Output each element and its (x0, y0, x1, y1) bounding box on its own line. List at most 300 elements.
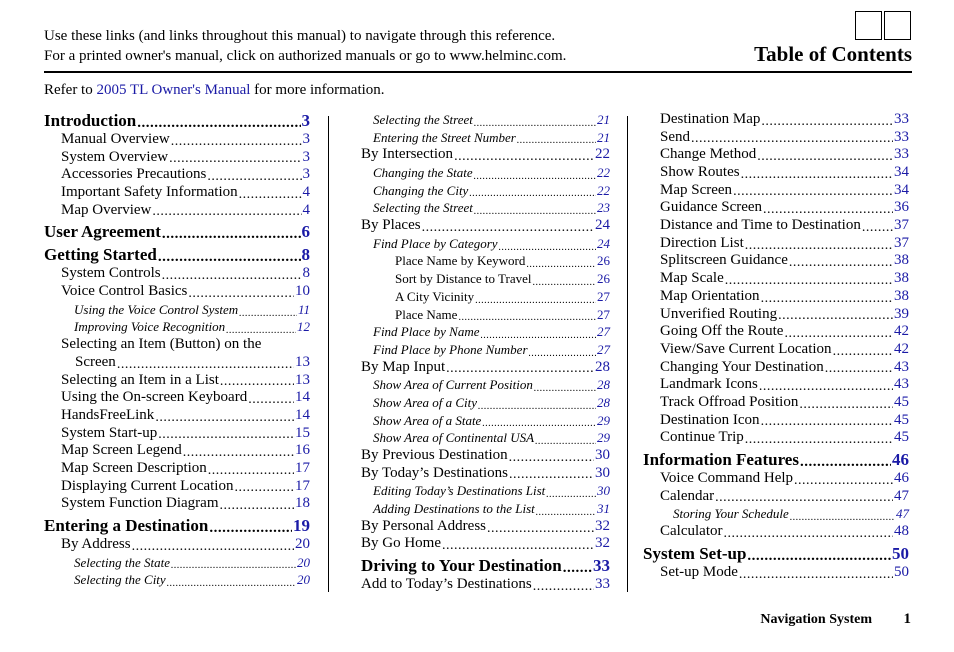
toc-entry-label: Map Screen Description (61, 459, 207, 476)
toc-entry-label: Place Name by Keyword (395, 253, 526, 269)
toc-page-link[interactable]: 43 (894, 376, 909, 393)
column-divider-1 (328, 116, 329, 592)
toc-entry-label: HandsFreeLink (61, 406, 155, 423)
toc-entry-section[interactable] (44, 516, 310, 536)
toc-page-link[interactable]: 3 (301, 111, 310, 130)
toc-entry-label: By Map Input (361, 358, 446, 375)
toc-entry-cont[interactable] (44, 354, 310, 372)
toc-entry-label: System Overview (61, 148, 169, 165)
toc-page-link[interactable]: 27 (597, 306, 610, 322)
toc-entry-label: Selecting the Street (373, 200, 473, 216)
dot-leader (499, 243, 596, 253)
toc-entry-sub[interactable] (44, 301, 310, 319)
dot-leader (171, 135, 302, 149)
dot-leader (509, 451, 594, 465)
toc-entry-label: Find Place by Phone Number (373, 341, 528, 357)
toc-entry-item[interactable] (44, 442, 310, 460)
dot-leader (759, 380, 893, 394)
toc-entry-label: Add to Today’s Destinations (361, 576, 532, 593)
toc-entry-section[interactable] (44, 111, 310, 131)
toc-entry-sub[interactable] (361, 235, 610, 253)
toc-page-link[interactable]: 3 (302, 130, 310, 147)
toc-entry-label: Map Orientation (660, 287, 760, 304)
page-number: 1 (903, 611, 911, 627)
toc-entry-item[interactable] (643, 359, 909, 377)
toc-entry-label: Information Features (643, 450, 799, 470)
toc-page-link[interactable]: 21 (597, 129, 610, 145)
toc-entry-label: Selecting an Item in a List (61, 371, 219, 388)
toc-entry-item[interactable] (643, 394, 909, 412)
dot-leader (454, 150, 594, 164)
toc-entry-section[interactable] (643, 450, 909, 470)
toc-page-link[interactable]: 29 (597, 430, 610, 446)
toc-page-link[interactable]: 42 (894, 340, 909, 357)
dot-leader (535, 437, 596, 447)
toc-page-link[interactable]: 11 (297, 301, 310, 317)
toc-page-link[interactable]: 38 (894, 252, 909, 269)
toc-page-link[interactable]: 30 (595, 447, 610, 464)
toc-entry-item[interactable] (44, 202, 310, 220)
toc-entry-item[interactable] (44, 372, 310, 390)
dot-leader (209, 521, 292, 536)
toc-entry-sub[interactable] (361, 199, 610, 217)
toc-entry-item[interactable] (361, 518, 610, 536)
dot-leader (723, 527, 893, 541)
dot-leader (162, 227, 301, 242)
toc-entry-label: Selecting the Street (373, 111, 473, 127)
toc-page-link[interactable]: 26 (597, 253, 610, 269)
toc-page-link[interactable]: 31 (597, 501, 610, 517)
toc-page-link[interactable]: 38 (894, 287, 909, 304)
dot-leader (825, 362, 893, 376)
toc-page-link[interactable]: 4 (302, 184, 310, 201)
toc-page-link[interactable]: 37 (894, 217, 909, 234)
toc-entry-label: Improving Voice Recognition (74, 319, 226, 335)
next-page-button[interactable] (884, 11, 911, 40)
toc-page-link[interactable]: 33 (894, 110, 909, 127)
toc-entry-label: System Start-up (61, 424, 158, 441)
toc-entry-sub[interactable] (361, 429, 610, 447)
dot-leader (239, 309, 297, 319)
toc-entry-section[interactable] (44, 222, 310, 242)
dot-leader (546, 490, 596, 500)
toc-page-link[interactable]: 45 (894, 429, 909, 446)
toc-page-link[interactable]: 27 (597, 341, 610, 357)
toc-entry-sub[interactable] (361, 341, 610, 359)
previous-page-button[interactable] (855, 11, 882, 40)
toc-entry-subsub[interactable] (361, 306, 610, 324)
dot-leader (526, 260, 596, 270)
toc-page-link[interactable]: 10 (295, 283, 310, 300)
toc-entry-label: Introduction (44, 111, 137, 130)
toc-entry-label: By Address (61, 536, 131, 553)
toc-page-link[interactable]: 34 (894, 181, 909, 198)
toc-page-link[interactable]: 29 (597, 412, 610, 428)
toc-entry-label: System Set-up (643, 543, 747, 563)
toc-entry-item[interactable] (44, 166, 310, 184)
toc-entry-sub[interactable] (44, 319, 310, 337)
toc-entry-item[interactable] (44, 425, 310, 443)
toc-page-link[interactable]: 3 (302, 148, 310, 165)
toc-page-link[interactable]: 19 (293, 516, 310, 536)
toc-entry-label: Continue Trip (660, 429, 744, 446)
dot-leader (733, 185, 893, 199)
toc-entry-label: By Intersection (361, 146, 454, 163)
toc-entry-item[interactable] (643, 470, 909, 488)
toc-entry-label: Sort by Distance to Travel (395, 271, 532, 287)
refer-prefix: Refer to (44, 82, 97, 98)
toc-entry-item[interactable] (643, 288, 909, 306)
toc-entry-subsub[interactable] (361, 288, 610, 306)
dot-leader (239, 188, 302, 202)
toc-entry-item[interactable] (44, 184, 310, 202)
toc-entry-sub[interactable] (361, 394, 610, 412)
page-title: Table of Contents (754, 42, 912, 66)
toc-entry-sub[interactable] (361, 376, 610, 394)
toc-entry-item[interactable] (643, 523, 909, 541)
refer-line (44, 82, 385, 99)
toc-entry-item[interactable] (643, 341, 909, 359)
toc-entry-label: Calendar (660, 487, 715, 504)
toc-page-link[interactable]: 24 (597, 235, 610, 251)
toc-page-link[interactable]: 27 (597, 324, 610, 340)
toc-entry-label: User Agreement (44, 222, 161, 242)
toc-entry-item[interactable] (361, 359, 610, 377)
toc-entry-label: Show Area of a City (373, 394, 477, 410)
dot-leader (474, 172, 596, 182)
toc-column-3 (643, 111, 909, 582)
toc-entry-subsub[interactable] (361, 253, 610, 271)
toc-entry-item[interactable] (44, 336, 310, 354)
dot-leader (475, 296, 596, 306)
toc-entry-label: Selecting the City (74, 572, 166, 588)
toc-page-link[interactable]: 6 (301, 222, 310, 242)
dot-leader (799, 398, 893, 412)
toc-page-link[interactable]: 3 (302, 166, 310, 183)
toc-entry-sub[interactable] (44, 571, 310, 589)
toc-page-link[interactable]: 28 (597, 394, 610, 410)
toc-entry-label: System Controls (61, 265, 161, 282)
toc-entry-label: Entering the Street Number (373, 129, 516, 145)
dot-leader (469, 189, 596, 199)
toc-entry-label: Direction List (660, 234, 744, 251)
toc-entry-label: Send (660, 128, 690, 145)
toc-entry-item[interactable] (643, 488, 909, 506)
toc-entry-item[interactable] (643, 306, 909, 324)
toc-entry-label: Storing Your Schedule (673, 506, 789, 522)
toc-page-link[interactable]: 36 (894, 199, 909, 216)
toc-entry-label: Find Place by Category (373, 235, 498, 251)
dot-leader (220, 375, 294, 389)
toc-entry-label: Show Area of Continental USA (373, 430, 535, 446)
dot-leader (458, 313, 596, 323)
dot-leader (482, 419, 596, 429)
toc-page-link[interactable]: 46 (892, 450, 909, 470)
toc-page-link[interactable]: 28 (597, 377, 610, 393)
toc-entry-label: Using the Voice Control System (74, 301, 239, 317)
toc-entry-label: Screen (75, 353, 116, 370)
toc-entry-item[interactable] (643, 164, 909, 182)
toc-entry-label: Landmark Icons (660, 376, 758, 393)
toc-entry-label: Destination Map (660, 110, 761, 127)
toc-entry-item[interactable] (643, 253, 909, 271)
toc-page-link[interactable]: 33 (894, 128, 909, 145)
toc-page-link[interactable]: 50 (894, 563, 909, 580)
toc-entry-label: Accessories Precautions (61, 166, 207, 183)
toc-entry-label: Using the On-screen Keyboard (61, 389, 248, 406)
toc-page-link[interactable]: 43 (894, 358, 909, 375)
dot-leader (763, 203, 893, 217)
toc-page-link[interactable]: 4 (302, 201, 310, 218)
toc-entry-label: By Personal Address (361, 517, 486, 534)
toc-entry-item[interactable] (361, 576, 610, 594)
dot-leader (533, 278, 597, 288)
dot-leader (169, 152, 301, 166)
toc-entry-sub[interactable] (361, 111, 610, 129)
toc-page-link[interactable]: 8 (301, 245, 310, 265)
toc-entry-item[interactable] (44, 536, 310, 554)
toc-entry-item[interactable] (361, 146, 610, 164)
toc-entry-label: Manual Overview (61, 130, 170, 147)
toc-entry-item[interactable] (361, 536, 610, 554)
toc-page-link[interactable]: 12 (297, 319, 310, 335)
dot-leader (739, 568, 893, 582)
toc-entry-sub[interactable] (361, 182, 610, 200)
toc-page-link[interactable]: 30 (597, 483, 610, 499)
toc-page-link[interactable]: 48 (894, 523, 909, 540)
toc-entry-item[interactable] (361, 447, 610, 465)
toc-page-link[interactable]: 34 (894, 164, 909, 181)
toc-page-link[interactable]: 22 (595, 146, 610, 163)
owners-manual-link[interactable]: 2005 TL Owner's Manual (96, 82, 251, 98)
dot-leader (207, 170, 301, 184)
column-divider-2 (627, 116, 628, 592)
toc-page-link[interactable]: 21 (597, 111, 610, 127)
toc-page-link[interactable]: 32 (595, 535, 610, 552)
toc-entry-sub[interactable] (361, 412, 610, 430)
toc-page-link[interactable]: 16 (295, 442, 310, 459)
toc-entry-sub[interactable] (361, 482, 610, 500)
toc-entry-sub[interactable] (361, 164, 610, 182)
dot-leader (132, 540, 294, 554)
toc-entry-section[interactable] (643, 544, 909, 564)
toc-entry-label: Map Scale (660, 270, 724, 287)
toc-page-link[interactable]: 45 (894, 411, 909, 428)
toc-entry-label: Changing Your Destination (660, 358, 824, 375)
toc-page-link[interactable]: 47 (896, 506, 909, 522)
toc-entry-item[interactable] (643, 217, 909, 235)
dot-leader (188, 287, 294, 301)
toc-entry-item[interactable] (44, 460, 310, 478)
dot-leader (534, 384, 596, 394)
toc-entry-item[interactable] (643, 146, 909, 164)
toc-entry-item[interactable] (643, 111, 909, 129)
toc-entry-label: Show Area of Current Position (373, 377, 533, 393)
toc-entry-label: Adding Destinations to the List (373, 501, 535, 517)
toc-entry-sub[interactable] (361, 323, 610, 341)
toc-column-1 (44, 111, 310, 589)
dot-leader (234, 481, 294, 495)
toc-page-link[interactable]: 13 (295, 353, 310, 370)
toc-entry-item[interactable] (44, 283, 310, 301)
dot-leader (220, 499, 295, 513)
dot-leader (422, 221, 594, 235)
dot-leader (741, 168, 893, 182)
dot-leader (745, 239, 893, 253)
dot-leader (171, 561, 296, 571)
toc-page-link[interactable]: 27 (597, 288, 610, 304)
toc-entry-item[interactable] (361, 465, 610, 483)
toc-entry-item[interactable] (643, 412, 909, 430)
toc-entry-label: System Function Diagram (61, 495, 219, 512)
toc-page-link[interactable]: 45 (894, 393, 909, 410)
dot-leader (761, 115, 893, 129)
toc-entry-label: Selecting an Item (Button) on the (61, 336, 262, 353)
toc-entry-label: Changing the State (373, 165, 473, 181)
toc-entry-label: Track Offroad Position (660, 393, 799, 410)
dot-leader (509, 468, 594, 482)
toc-entry-sub[interactable] (361, 129, 610, 147)
dot-leader (155, 411, 294, 425)
toc-page-link[interactable]: 47 (894, 487, 909, 504)
toc-entry-label: By Places (361, 217, 421, 234)
toc-entry-item[interactable] (643, 564, 909, 582)
dot-leader (442, 539, 594, 553)
dot-leader (158, 428, 294, 442)
toc-page-link[interactable]: 20 (297, 572, 310, 588)
dot-leader (862, 221, 893, 235)
toc-entry-section[interactable] (361, 556, 610, 576)
toc-entry-item[interactable] (44, 149, 310, 167)
toc-entry-label: Selecting the State (74, 554, 171, 570)
dot-leader (474, 119, 596, 129)
toc-entry-label: Guidance Screen (660, 199, 763, 216)
dot-leader (536, 508, 596, 518)
toc-entry-item[interactable] (44, 407, 310, 425)
toc-page-link[interactable]: 33 (595, 576, 610, 593)
dot-leader (761, 292, 893, 306)
toc-entry-item[interactable] (643, 199, 909, 217)
toc-page-link[interactable]: 46 (894, 470, 909, 487)
toc-entry-label: Driving to Your Destination (361, 556, 562, 576)
dot-leader (517, 136, 596, 146)
toc-page-link[interactable]: 8 (302, 265, 310, 282)
toc-page-link[interactable]: 20 (297, 554, 310, 570)
toc-entry-sub[interactable] (361, 500, 610, 518)
toc-entry-item[interactable] (643, 129, 909, 147)
toc-entry-label: Entering a Destination (44, 516, 209, 536)
toc-entry-item[interactable] (643, 270, 909, 288)
toc-page-link[interactable]: 37 (894, 234, 909, 251)
toc-entry-label: Changing the City (373, 182, 469, 198)
toc-page-link[interactable]: 13 (295, 371, 310, 388)
page-nav-buttons (855, 11, 911, 40)
toc-page-link[interactable]: 42 (894, 323, 909, 340)
toc-entry-item[interactable] (643, 182, 909, 200)
toc-entry-label: Change Method (660, 146, 757, 163)
toc-entry-section[interactable] (44, 245, 310, 265)
refer-suffix: for more information. (250, 82, 385, 98)
toc-page-link[interactable]: 39 (894, 305, 909, 322)
toc-entry-item[interactable] (643, 235, 909, 253)
dot-leader (784, 327, 893, 341)
toc-page-link[interactable]: 24 (595, 217, 610, 234)
dot-leader (481, 331, 597, 341)
toc-page-link[interactable]: 22 (597, 182, 610, 198)
toc-page-link[interactable]: 26 (597, 271, 610, 287)
dot-leader (137, 116, 300, 131)
toc-entry-label: By Today’s Destinations (361, 464, 509, 481)
toc-entry-label: Find Place by Name (373, 324, 480, 340)
toc-page-link[interactable]: 20 (295, 536, 310, 553)
dot-leader (725, 274, 893, 288)
toc-entry-item[interactable] (361, 217, 610, 235)
toc-entry-sub[interactable] (44, 554, 310, 572)
toc-entry-label: Editing Today’s Destinations List (373, 483, 546, 499)
toc-entry-label: Set-up Mode (660, 563, 738, 580)
toc-entry-label: A City Vicinity (395, 288, 475, 304)
toc-column-2 (361, 111, 610, 594)
toc-entry-item[interactable] (44, 495, 310, 513)
dot-leader (158, 250, 301, 265)
toc-page-link[interactable]: 15 (295, 424, 310, 441)
toc-page-link[interactable]: 38 (894, 270, 909, 287)
dot-leader (208, 464, 294, 478)
toc-page-link[interactable]: 14 (295, 389, 310, 406)
toc-page-link[interactable]: 23 (597, 200, 610, 216)
toc-entry-label: Distance and Time to Destination (660, 217, 861, 234)
dot-leader (162, 269, 302, 283)
toc-entry-label: By Previous Destination (361, 447, 508, 464)
toc-page-link[interactable]: 14 (295, 406, 310, 423)
toc-entry-subsub[interactable] (361, 270, 610, 288)
toc-entry-item[interactable] (44, 265, 310, 283)
toc-entry-item[interactable] (643, 429, 909, 447)
toc-page-link[interactable]: 17 (295, 459, 310, 476)
toc-entry-item[interactable] (44, 131, 310, 149)
toc-page-link[interactable]: 32 (595, 517, 610, 534)
dot-leader (183, 446, 294, 460)
toc-entry-label: Show Area of a State (373, 412, 482, 428)
toc-entry-label: Important Safety Information (61, 184, 238, 201)
toc-entry-item[interactable] (643, 323, 909, 341)
header-line-2: For a printed owner's manual, click on authorized manuals or go to www.helminc.com. (44, 48, 567, 64)
toc-entry-label: Going Off the Route (660, 323, 784, 340)
toc-entry-item[interactable] (643, 376, 909, 394)
toc-page-link[interactable]: 28 (595, 358, 610, 375)
toc-page-link[interactable]: 22 (597, 165, 610, 181)
toc-entry-sub[interactable] (643, 505, 909, 523)
toc-page-link[interactable]: 33 (593, 556, 610, 576)
toc-entry-label: Unverified Routing (660, 305, 778, 322)
toc-entry-label: Destination Icon (660, 411, 760, 428)
toc-entry-item[interactable] (44, 478, 310, 496)
dot-leader (794, 474, 893, 488)
toc-page-link[interactable]: 17 (295, 477, 310, 494)
dot-leader (833, 345, 893, 359)
toc-page-link[interactable]: 18 (295, 495, 310, 512)
toc-entry-item[interactable] (44, 389, 310, 407)
toc-page-link[interactable]: 30 (595, 464, 610, 481)
toc-page-link[interactable]: 50 (892, 543, 909, 563)
toc-page-link[interactable]: 33 (894, 146, 909, 163)
dot-leader (533, 580, 594, 594)
toc-entry-label: Voice Control Basics (61, 283, 188, 300)
dot-leader (757, 150, 893, 164)
dot-leader (152, 205, 301, 219)
dot-leader (715, 491, 893, 505)
dot-leader (446, 362, 594, 376)
